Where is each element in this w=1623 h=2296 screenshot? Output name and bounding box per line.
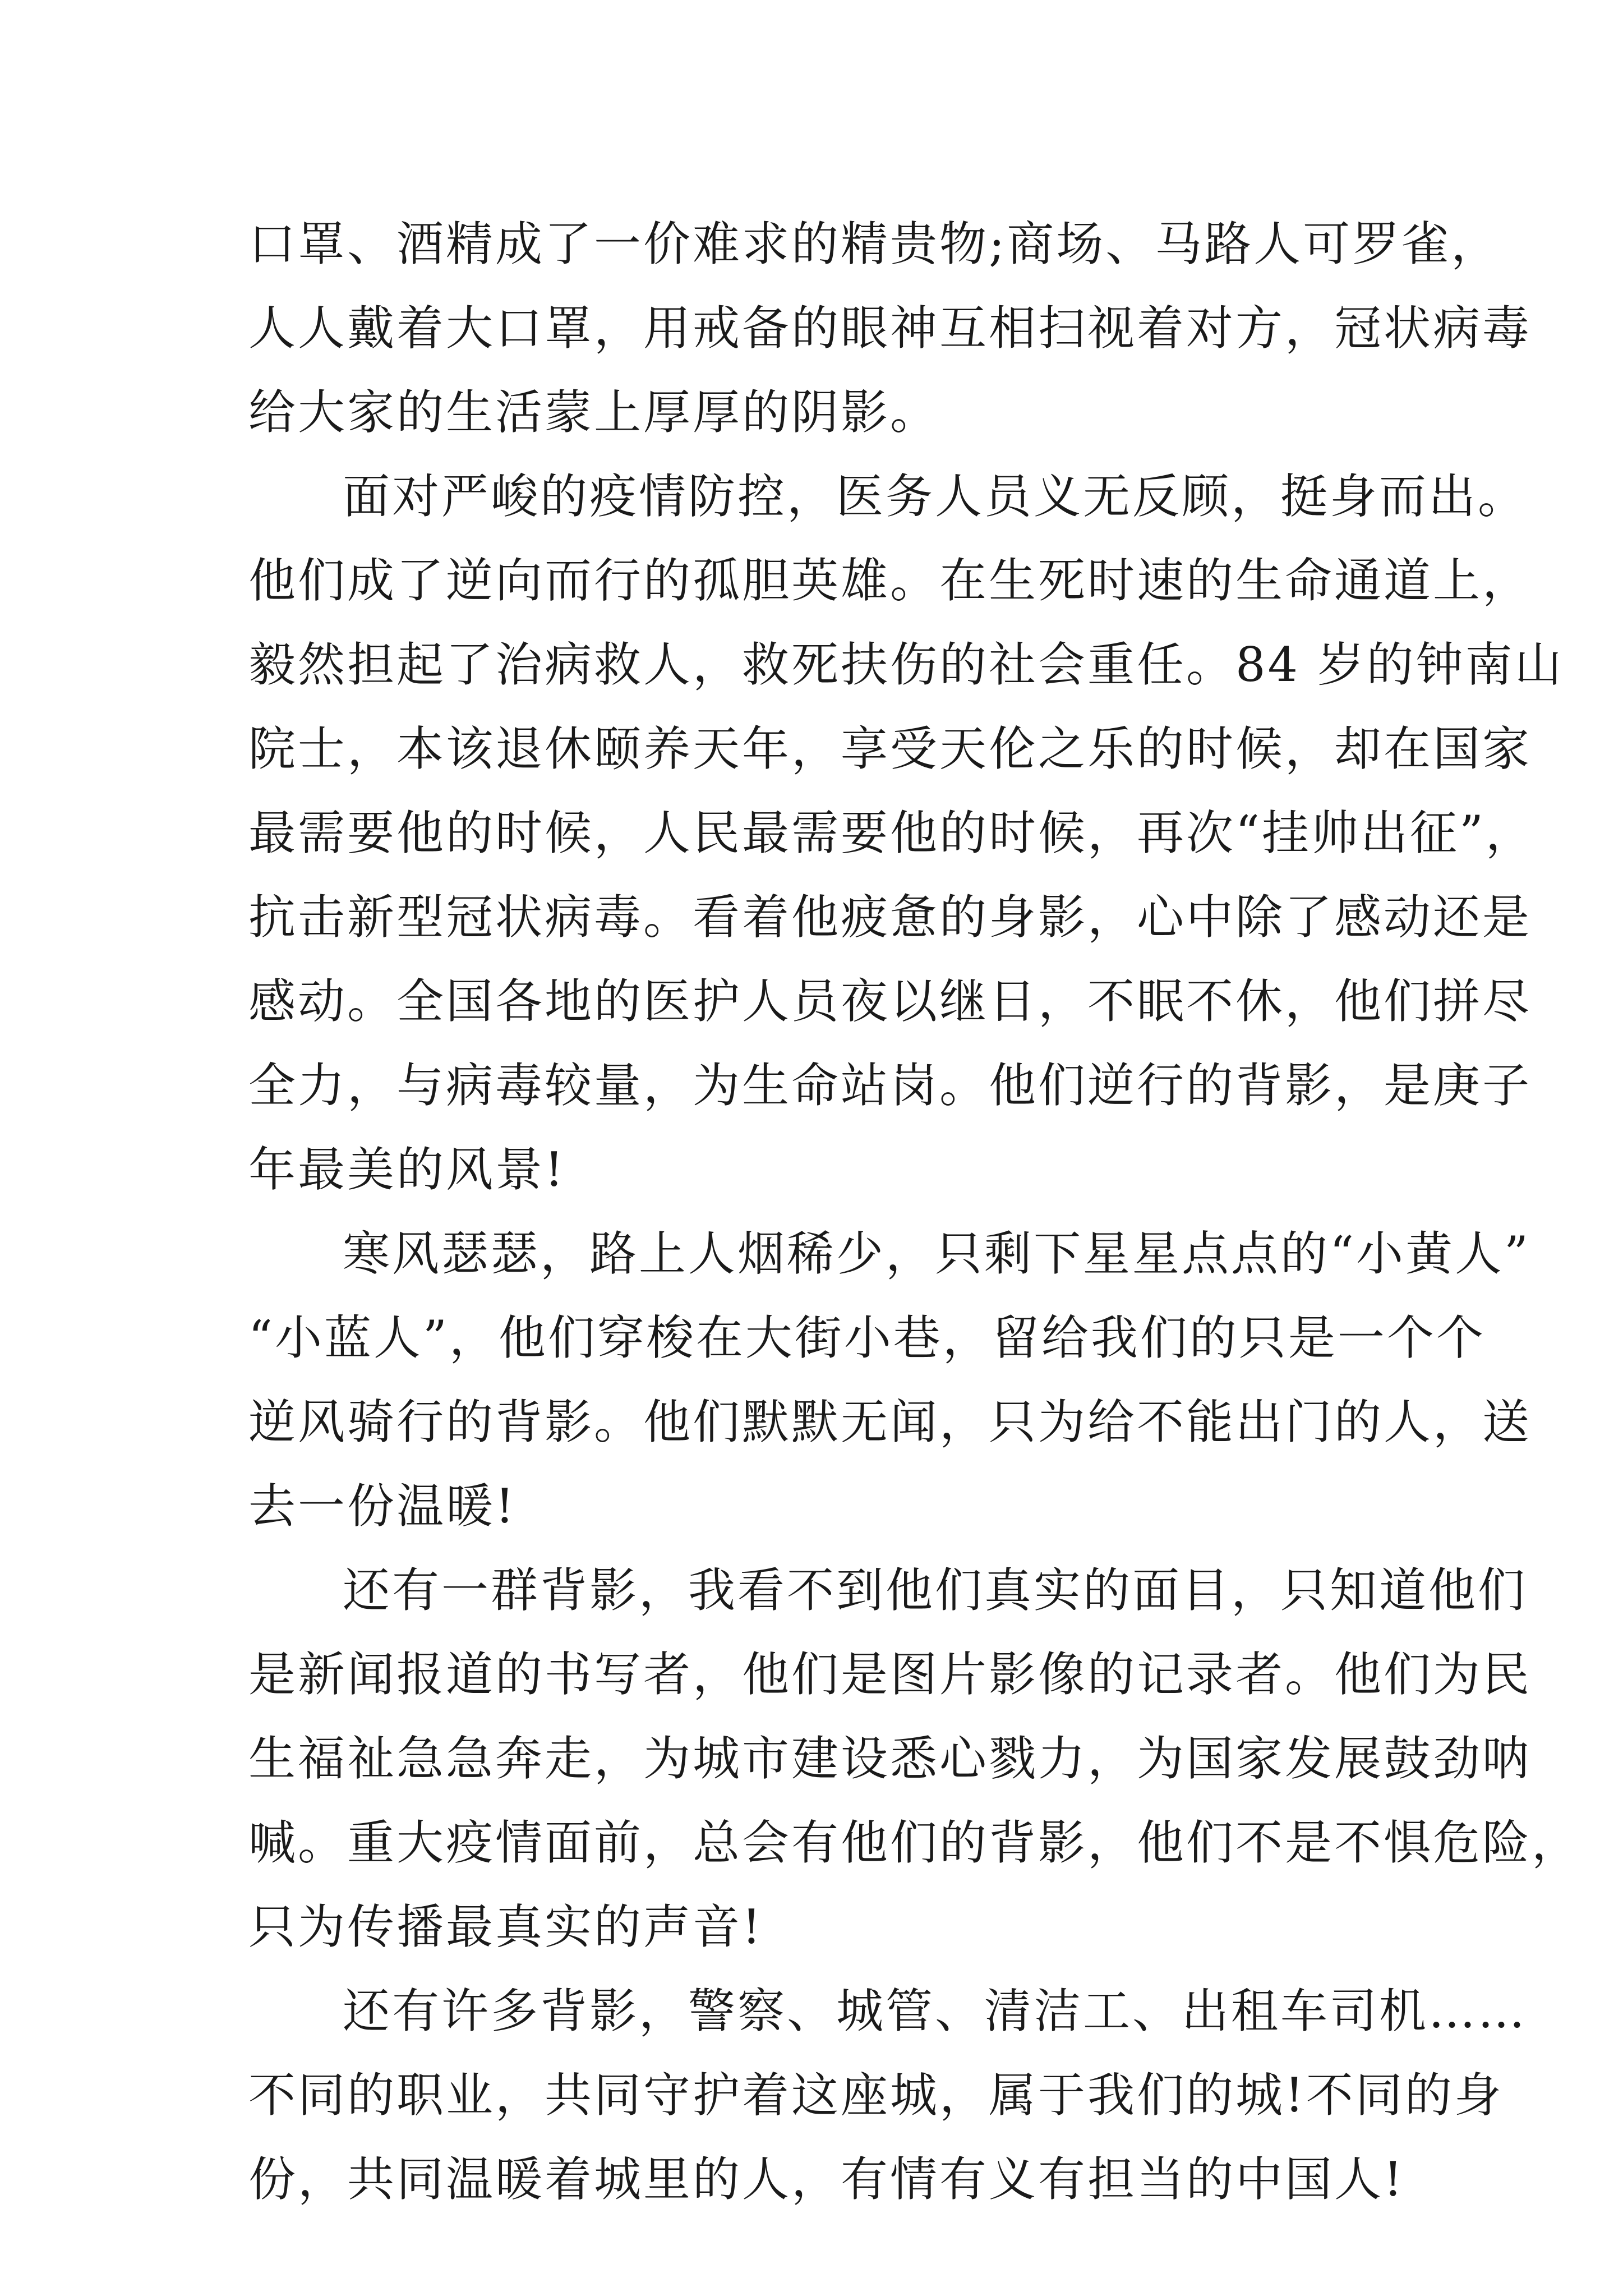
text-line: 是新闻报道的书写者，他们是图片影像的记录者。他们为民 — [248, 1647, 1532, 1702]
text-line: 还有一群背影，我看不到他们真实的面目，只知道他们 — [343, 1563, 1528, 1618]
paragraph-4 — [248, 1548, 1581, 1969]
text-line: 只为传播最真实的声音! — [248, 1899, 763, 1954]
text-line: 最需要他的时候，人民最需要他的时候，再次“挂帅出征”， — [248, 806, 1535, 861]
text-line: 喊。重大疫情面前，总会有他们的背影，他们不是不惧危险， — [248, 1815, 1581, 1870]
text-line: 年最美的风景! — [248, 1142, 566, 1197]
text-line: 院士，本该退休颐养天年，享受天伦之乐的时候，却在国家 — [248, 721, 1532, 776]
text-line: 不同的职业，共同守护着这座城，属于我们的城!不同的身 — [248, 2068, 1504, 2123]
text-line: 全力，与病毒较量，为生命站岗。他们逆行的背影，是庚子 — [248, 1058, 1532, 1113]
paragraph-1 — [248, 202, 1532, 454]
paragraph-3 — [248, 1212, 1532, 1548]
text-line: 他们成了逆向而行的孤胆英雄。在生死时速的生命通道上， — [248, 553, 1532, 608]
paragraph-5 — [248, 1969, 1528, 2221]
text-line: 人人戴着大口罩，用戒备的眼神互相扫视着对方，冠状病毒 — [248, 301, 1532, 356]
text-line: 生福祉急急奔走，为城市建设悉心戮力，为国家发展鼓劲呐 — [248, 1731, 1532, 1786]
text-line: 逆风骑行的背影。他们默默无闻，只为给不能出门的人，送 — [248, 1395, 1532, 1450]
text-line: 去一份温暖! — [248, 1479, 517, 1534]
paragraph-2 — [248, 454, 1564, 1212]
text-line: 毅然担起了治病救人，救死扶伤的社会重任。84 岁的钟南山 — [248, 637, 1564, 692]
text-line: 给大家的生活蒙上厚厚的阴影。 — [248, 385, 940, 440]
text-line: 份，共同温暖着城里的人，有情有义有担当的中国人! — [248, 2152, 1405, 2207]
text-line: 面对严峻的疫情防控，医务人员义无反顾，挺身而出。 — [343, 469, 1528, 524]
text-line: 感动。全国各地的医护人员夜以继日，不眠不休，他们拼尽 — [248, 974, 1532, 1029]
body-text — [248, 202, 1581, 2221]
text-line: “小蓝人”，他们穿梭在大街小巷，留给我们的只是一个个 — [248, 1310, 1486, 1365]
text-line: 抗击新型冠状病毒。看着他疲惫的身影，心中除了感动还是 — [248, 890, 1532, 945]
text-line: 口罩、酒精成了一价难求的精贵物;商场、马路人可罗雀， — [248, 217, 1501, 272]
text-line: 寒风瑟瑟，路上人烟稀少，只剩下星星点点的“小黄人” — [343, 1226, 1530, 1281]
text-line: 还有许多背影，警察、城管、清洁工、出租车司机…… — [343, 1984, 1528, 2039]
